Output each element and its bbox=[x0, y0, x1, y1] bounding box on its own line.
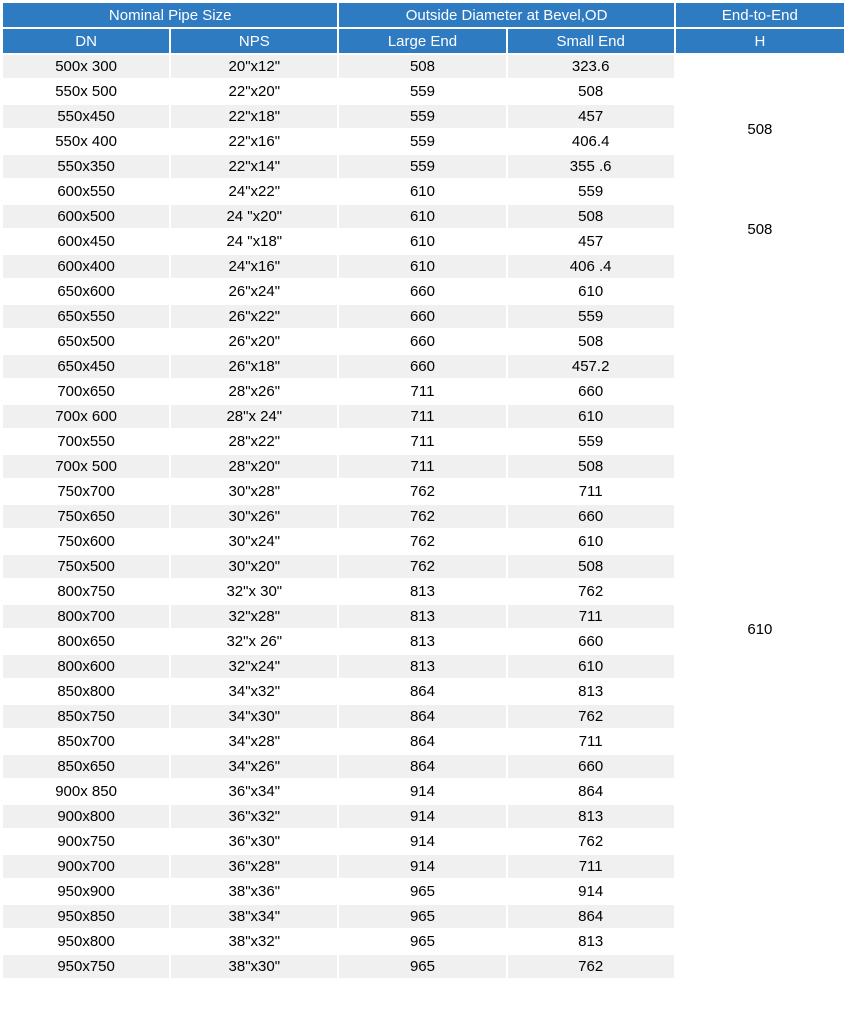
cell-dn: 800x750 bbox=[3, 580, 169, 603]
cell-dn: 650x500 bbox=[3, 330, 169, 353]
cell-nps: 36"x30" bbox=[171, 830, 337, 853]
cell-dn: 750x600 bbox=[3, 530, 169, 553]
cell-nps: 22"x16" bbox=[171, 130, 337, 153]
cell-large-end: 711 bbox=[339, 455, 505, 478]
cell-large-end: 914 bbox=[339, 805, 505, 828]
cell-small-end: 914 bbox=[508, 880, 674, 903]
cell-nps: 32"x 30" bbox=[171, 580, 337, 603]
cell-small-end: 711 bbox=[508, 480, 674, 503]
cell-h: 610 bbox=[676, 280, 844, 978]
cell-large-end: 762 bbox=[339, 480, 505, 503]
cell-large-end: 559 bbox=[339, 155, 505, 178]
cell-small-end: 508 bbox=[508, 330, 674, 353]
header-small-end: Small End bbox=[508, 29, 674, 53]
cell-dn: 650x600 bbox=[3, 280, 169, 303]
cell-small-end: 610 bbox=[508, 530, 674, 553]
cell-nps: 38"x36" bbox=[171, 880, 337, 903]
cell-large-end: 660 bbox=[339, 305, 505, 328]
cell-small-end: 559 bbox=[508, 305, 674, 328]
cell-nps: 38"x34" bbox=[171, 905, 337, 928]
cell-large-end: 610 bbox=[339, 180, 505, 203]
cell-dn: 950x850 bbox=[3, 905, 169, 928]
cell-dn: 900x700 bbox=[3, 855, 169, 878]
cell-large-end: 965 bbox=[339, 880, 505, 903]
cell-small-end: 762 bbox=[508, 955, 674, 978]
cell-large-end: 864 bbox=[339, 730, 505, 753]
cell-nps: 30"x24" bbox=[171, 530, 337, 553]
cell-nps: 36"x34" bbox=[171, 780, 337, 803]
cell-large-end: 660 bbox=[339, 355, 505, 378]
cell-nps: 36"x32" bbox=[171, 805, 337, 828]
table-header bbox=[3, 3, 844, 53]
cell-nps: 38"x32" bbox=[171, 930, 337, 953]
header-column-row bbox=[3, 29, 844, 53]
cell-dn: 550x350 bbox=[3, 155, 169, 178]
cell-small-end: 864 bbox=[508, 780, 674, 803]
cell-large-end: 762 bbox=[339, 555, 505, 578]
cell-small-end: 762 bbox=[508, 580, 674, 603]
cell-h: 508 bbox=[676, 80, 844, 178]
cell-large-end: 914 bbox=[339, 855, 505, 878]
cell-small-end: 813 bbox=[508, 680, 674, 703]
cell-small-end: 711 bbox=[508, 605, 674, 628]
cell-dn: 600x500 bbox=[3, 205, 169, 228]
cell-nps: 28"x22" bbox=[171, 430, 337, 453]
cell-dn: 650x450 bbox=[3, 355, 169, 378]
cell-large-end: 762 bbox=[339, 530, 505, 553]
cell-small-end: 508 bbox=[508, 555, 674, 578]
cell-large-end: 559 bbox=[339, 130, 505, 153]
cell-small-end: 813 bbox=[508, 805, 674, 828]
cell-dn: 600x450 bbox=[3, 230, 169, 253]
cell-dn: 750x650 bbox=[3, 505, 169, 528]
cell-large-end: 610 bbox=[339, 255, 505, 278]
cell-large-end: 813 bbox=[339, 655, 505, 678]
cell-dn: 800x700 bbox=[3, 605, 169, 628]
cell-dn: 900x750 bbox=[3, 830, 169, 853]
cell-nps: 34"x30" bbox=[171, 705, 337, 728]
cell-small-end: 610 bbox=[508, 655, 674, 678]
cell-small-end: 660 bbox=[508, 755, 674, 778]
cell-small-end: 457.2 bbox=[508, 355, 674, 378]
cell-large-end: 610 bbox=[339, 230, 505, 253]
cell-dn: 700x650 bbox=[3, 380, 169, 403]
cell-dn: 800x600 bbox=[3, 655, 169, 678]
cell-large-end: 813 bbox=[339, 630, 505, 653]
header-h: H bbox=[676, 29, 844, 53]
table-row bbox=[3, 80, 844, 103]
header-dn: DN bbox=[3, 29, 169, 53]
cell-nps: 36"x28" bbox=[171, 855, 337, 878]
cell-dn: 500x 300 bbox=[3, 55, 169, 78]
cell-large-end: 864 bbox=[339, 705, 505, 728]
cell-nps: 38"x30" bbox=[171, 955, 337, 978]
cell-dn: 750x700 bbox=[3, 480, 169, 503]
cell-dn: 550x 400 bbox=[3, 130, 169, 153]
header-outside-diameter: Outside Diameter at Bevel,OD bbox=[339, 3, 673, 27]
header-large-end: Large End bbox=[339, 29, 505, 53]
cell-small-end: 660 bbox=[508, 630, 674, 653]
cell-nps: 34"x26" bbox=[171, 755, 337, 778]
cell-nps: 30"x28" bbox=[171, 480, 337, 503]
cell-nps: 26"x18" bbox=[171, 355, 337, 378]
cell-nps: 26"x22" bbox=[171, 305, 337, 328]
cell-small-end: 559 bbox=[508, 180, 674, 203]
cell-small-end: 457 bbox=[508, 230, 674, 253]
cell-small-end: 508 bbox=[508, 80, 674, 103]
cell-dn: 850x650 bbox=[3, 755, 169, 778]
cell-small-end: 610 bbox=[508, 405, 674, 428]
cell-large-end: 965 bbox=[339, 955, 505, 978]
cell-nps: 32"x24" bbox=[171, 655, 337, 678]
cell-small-end: 508 bbox=[508, 455, 674, 478]
cell-small-end: 406 .4 bbox=[508, 255, 674, 278]
cell-large-end: 965 bbox=[339, 905, 505, 928]
cell-small-end: 660 bbox=[508, 380, 674, 403]
cell-dn: 750x500 bbox=[3, 555, 169, 578]
cell-dn: 800x650 bbox=[3, 630, 169, 653]
cell-large-end: 660 bbox=[339, 280, 505, 303]
cell-h: 508 bbox=[676, 180, 844, 278]
cell-dn: 950x800 bbox=[3, 930, 169, 953]
cell-small-end: 508 bbox=[508, 205, 674, 228]
cell-nps: 28"x26" bbox=[171, 380, 337, 403]
cell-nps: 26"x20" bbox=[171, 330, 337, 353]
cell-large-end: 559 bbox=[339, 80, 505, 103]
cell-nps: 30"x20" bbox=[171, 555, 337, 578]
table-row bbox=[3, 180, 844, 203]
cell-nps: 26"x24" bbox=[171, 280, 337, 303]
cell-h bbox=[676, 55, 844, 78]
cell-nps: 32"x28" bbox=[171, 605, 337, 628]
cell-dn: 850x800 bbox=[3, 680, 169, 703]
cell-dn: 900x 850 bbox=[3, 780, 169, 803]
cell-large-end: 965 bbox=[339, 930, 505, 953]
header-end-to-end: End-to-End bbox=[676, 3, 844, 27]
cell-small-end: 559 bbox=[508, 430, 674, 453]
cell-large-end: 864 bbox=[339, 680, 505, 703]
cell-dn: 700x550 bbox=[3, 430, 169, 453]
cell-dn: 950x900 bbox=[3, 880, 169, 903]
cell-large-end: 813 bbox=[339, 580, 505, 603]
cell-small-end: 813 bbox=[508, 930, 674, 953]
cell-small-end: 660 bbox=[508, 505, 674, 528]
cell-nps: 24"x16" bbox=[171, 255, 337, 278]
cell-large-end: 914 bbox=[339, 830, 505, 853]
cell-large-end: 711 bbox=[339, 430, 505, 453]
table-body bbox=[3, 55, 844, 978]
cell-nps: 34"x28" bbox=[171, 730, 337, 753]
cell-large-end: 711 bbox=[339, 380, 505, 403]
cell-nps: 28"x20" bbox=[171, 455, 337, 478]
cell-small-end: 762 bbox=[508, 830, 674, 853]
header-group-row bbox=[3, 3, 844, 27]
cell-dn: 600x550 bbox=[3, 180, 169, 203]
header-nps: NPS bbox=[171, 29, 337, 53]
cell-large-end: 610 bbox=[339, 205, 505, 228]
cell-nps: 22"x18" bbox=[171, 105, 337, 128]
header-nominal-pipe-size: Nominal Pipe Size bbox=[3, 3, 337, 27]
cell-large-end: 508 bbox=[339, 55, 505, 78]
cell-nps: 28"x 24" bbox=[171, 405, 337, 428]
cell-nps: 22"x14" bbox=[171, 155, 337, 178]
cell-small-end: 355 .6 bbox=[508, 155, 674, 178]
table-row bbox=[3, 55, 844, 78]
cell-small-end: 711 bbox=[508, 730, 674, 753]
cell-dn: 950x750 bbox=[3, 955, 169, 978]
cell-small-end: 711 bbox=[508, 855, 674, 878]
table-row bbox=[3, 280, 844, 303]
cell-dn: 700x 600 bbox=[3, 405, 169, 428]
cell-small-end: 762 bbox=[508, 705, 674, 728]
cell-dn: 550x 500 bbox=[3, 80, 169, 103]
cell-large-end: 559 bbox=[339, 105, 505, 128]
cell-small-end: 864 bbox=[508, 905, 674, 928]
cell-small-end: 406.4 bbox=[508, 130, 674, 153]
cell-large-end: 813 bbox=[339, 605, 505, 628]
cell-large-end: 660 bbox=[339, 330, 505, 353]
cell-dn: 850x700 bbox=[3, 730, 169, 753]
cell-nps: 32"x 26" bbox=[171, 630, 337, 653]
cell-large-end: 914 bbox=[339, 780, 505, 803]
cell-nps: 24"x22" bbox=[171, 180, 337, 203]
cell-dn: 550x450 bbox=[3, 105, 169, 128]
cell-dn: 700x 500 bbox=[3, 455, 169, 478]
cell-dn: 650x550 bbox=[3, 305, 169, 328]
cell-nps: 34"x32" bbox=[171, 680, 337, 703]
cell-large-end: 864 bbox=[339, 755, 505, 778]
reducer-dimension-table bbox=[1, 1, 846, 980]
cell-dn: 850x750 bbox=[3, 705, 169, 728]
cell-nps: 24 "x18" bbox=[171, 230, 337, 253]
cell-nps: 22"x20" bbox=[171, 80, 337, 103]
cell-large-end: 711 bbox=[339, 405, 505, 428]
cell-small-end: 610 bbox=[508, 280, 674, 303]
cell-nps: 24 "x20" bbox=[171, 205, 337, 228]
cell-large-end: 762 bbox=[339, 505, 505, 528]
cell-nps: 30"x26" bbox=[171, 505, 337, 528]
cell-nps: 20"x12" bbox=[171, 55, 337, 78]
cell-small-end: 457 bbox=[508, 105, 674, 128]
cell-small-end: 323.6 bbox=[508, 55, 674, 78]
cell-dn: 600x400 bbox=[3, 255, 169, 278]
cell-dn: 900x800 bbox=[3, 805, 169, 828]
